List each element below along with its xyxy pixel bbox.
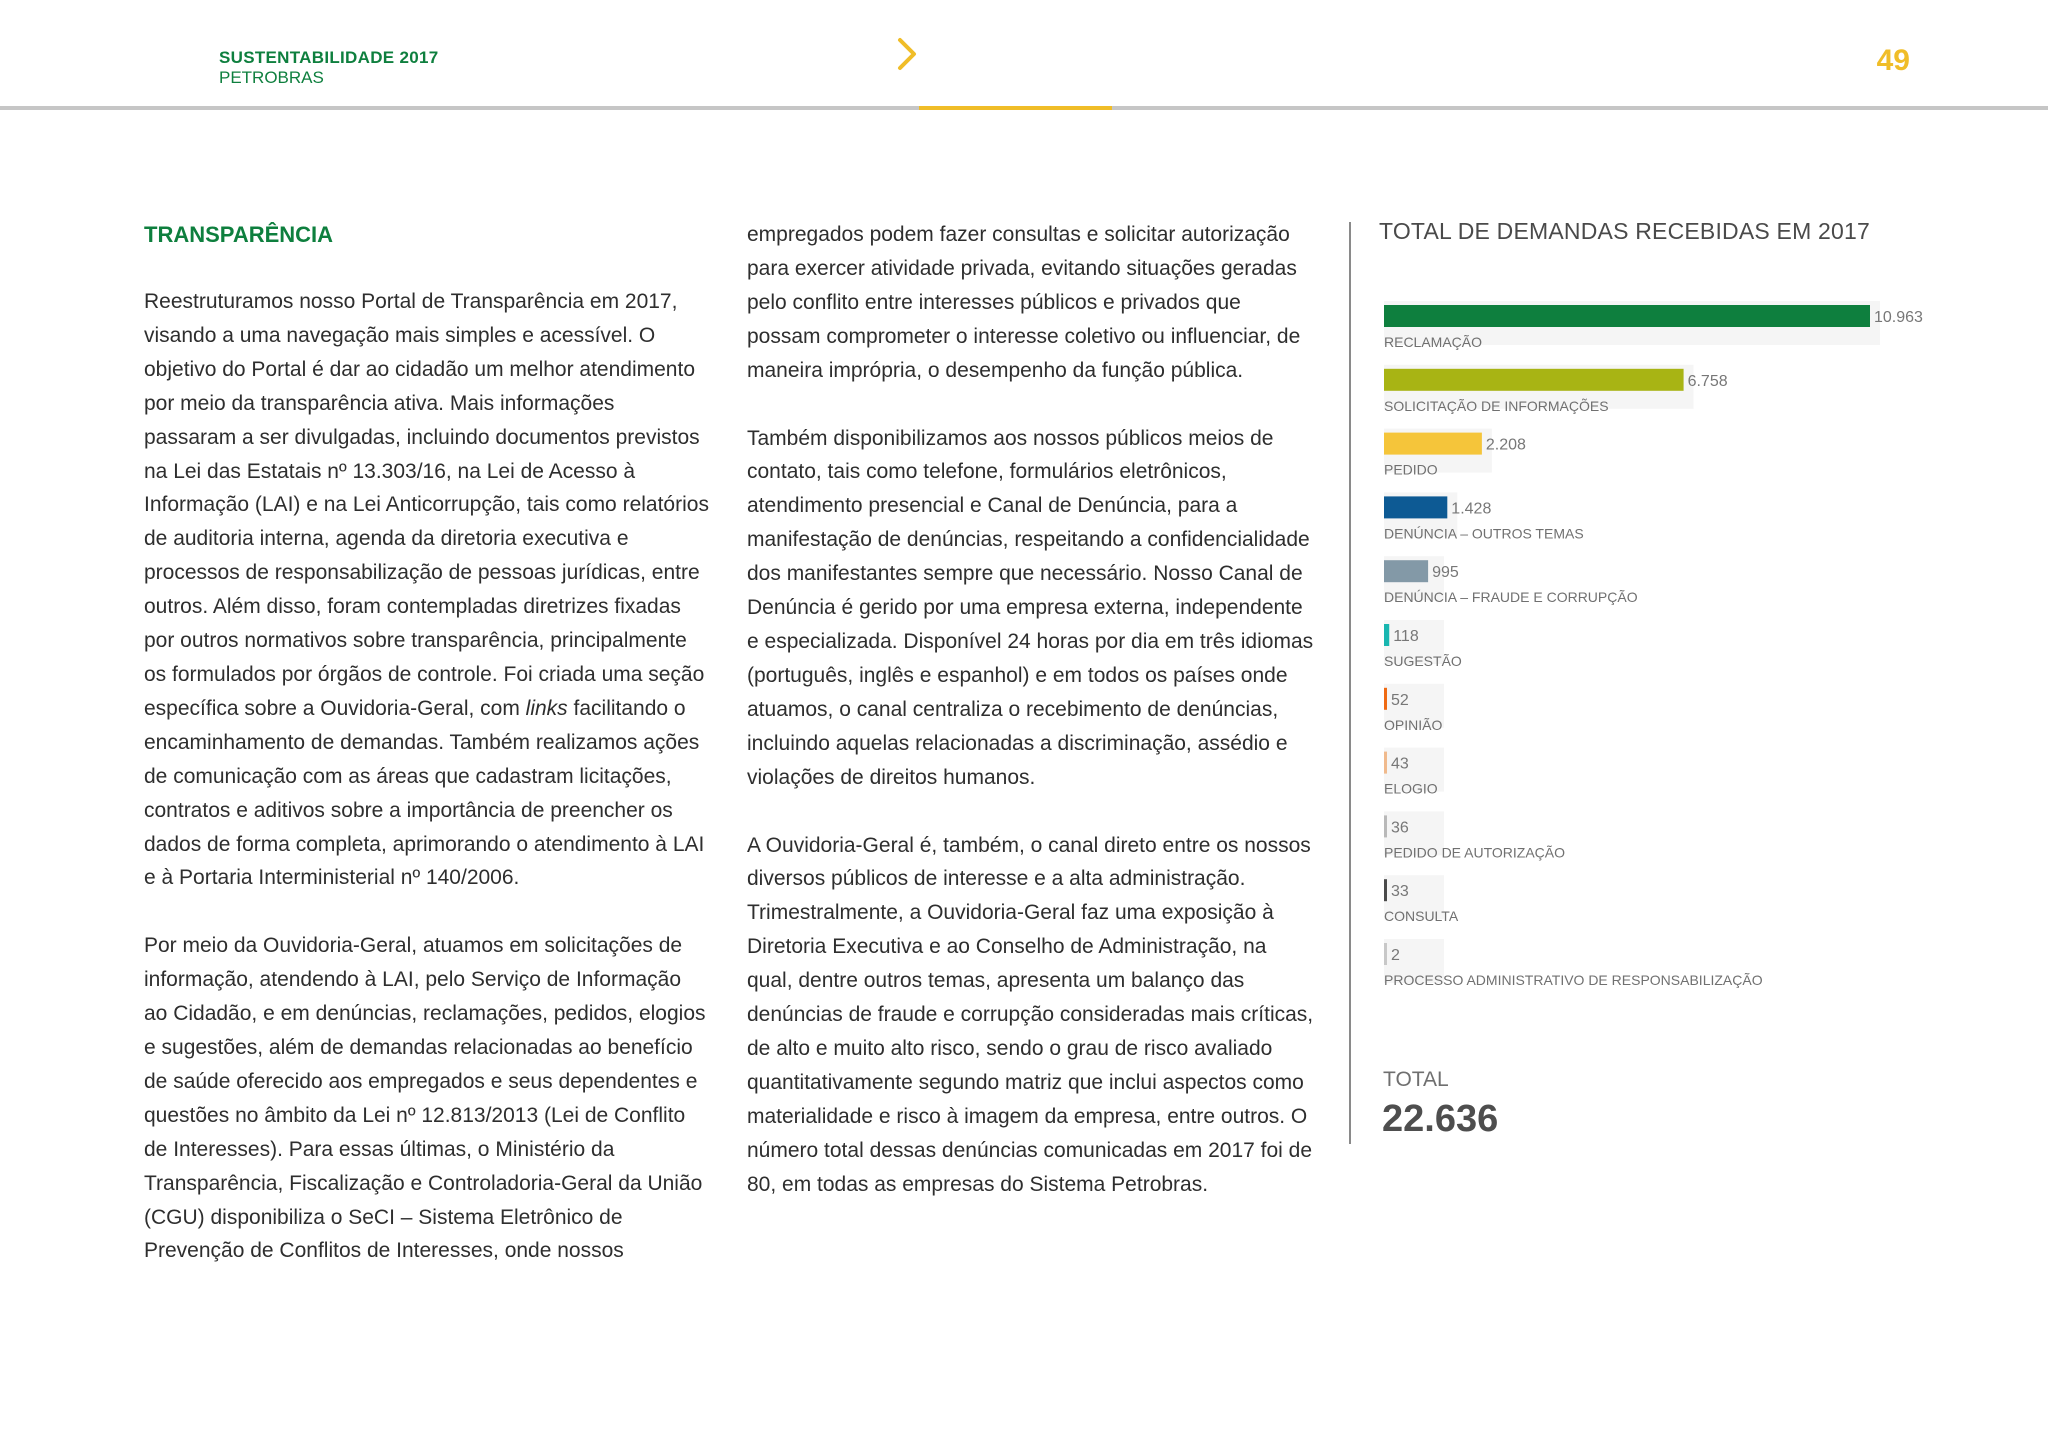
links-emphasis: links xyxy=(525,696,568,720)
category-label: SUGESTÃO xyxy=(1384,653,1462,669)
bar-value-label: 43 xyxy=(1391,755,1409,773)
bar xyxy=(1384,369,1684,391)
publication-brand xyxy=(219,48,438,88)
category-label: CONSULTA xyxy=(1384,908,1459,925)
chart-title: TOTAL DE DEMANDAS RECEBIDAS EM 2017 xyxy=(1379,218,1870,244)
total-value: 22.636 xyxy=(1382,1098,1499,1140)
page-number: 49 xyxy=(1876,44,1910,77)
section-title: TRANSPARÊNCIA xyxy=(144,222,334,247)
paragraph-ouvidoria: Por meio da Ouvidoria-Geral, atuamos em solicitações de informação, atendendo à LAI, pelo Serviço de Informação ao Cidadão, e em denúncias, reclamações, pedidos, elogios e sugestões, além de demandas relacionadas ao benefício de saúde oferecido aos empregados e seus dependentes e questões no âmbito da Lei nº 12.813/2013 (Lei de Conflito de Interesses). Para essas últimas, o Ministério da Transparência, Fiscalização e Controladoria-Geral da União (CGU) disponibiliza o SeCI – Sistema Eletrônico de Prevenção de Conflitos de Interesses, onde nossos xyxy=(144,934,706,1263)
bar xyxy=(1384,879,1387,901)
article-column-middle xyxy=(747,218,1315,1235)
bar-value-label: 36 xyxy=(1391,819,1409,837)
bar-value-label: 118 xyxy=(1393,628,1419,645)
paragraph-portal: Reestruturamos nosso Portal de Transparência em 2017, visando a uma navegação mais simples e acessível. O objetivo do Portal é dar ao cidadão um melhor atendimento por meio da transparência ativa. Mais informações passaram a ser divulgadas, incluindo documentos previstos na Lei das Estatais nº 13.303/16, na Lei de Acesso à Informação (LAI) e na Lei Anticorrupção, tais como relatórios de auditoria interna, agenda da diretoria executiva e processos de responsabilização de pessoas jurídicas, entre outros. Além disso, foram contempladas diretrizes fixadas por outros normativos sobre transparência, principalmente os formulados por órgãos de controle. Foi criada uma seção específica sobre a Ouvidoria-Geral, com links facilitando o encaminhamento de demandas. Também realizamos ações de comunicação com as áreas que cadastram licitações, contratos e aditivos sobre a importância de preencher os dados de forma completa, aprimorando o atendimento à LAI e à Portaria Interministerial nº 140/2006. xyxy=(144,290,709,890)
bar xyxy=(1384,433,1482,455)
category-label: ELOGIO xyxy=(1384,780,1438,797)
category-label: PEDIDO xyxy=(1384,461,1438,478)
category-label: OPINIÃO xyxy=(1384,716,1443,733)
demands-bar-chart xyxy=(1370,285,1930,1005)
category-label: RECLAMAÇÃO xyxy=(1384,334,1483,350)
bar-value-label: 52 xyxy=(1391,691,1409,709)
bar-value-label: 2 xyxy=(1391,947,1400,964)
page-header xyxy=(0,0,2048,112)
bar xyxy=(1384,624,1389,646)
bar-value-label: 2.208 xyxy=(1485,436,1526,454)
publication-subtitle: PETROBRAS xyxy=(219,68,324,87)
bar xyxy=(1384,560,1428,582)
bar xyxy=(1384,496,1447,518)
publication-title: SUSTENTABILIDADE 2017 xyxy=(219,48,439,67)
bar xyxy=(1384,688,1387,710)
article-column-left xyxy=(144,218,709,1302)
header-accent-bar xyxy=(919,106,1112,110)
total-label: TOTAL xyxy=(1383,1068,1449,1091)
category-label: DENÚNCIA – OUTROS TEMAS xyxy=(1384,525,1584,542)
chevron-right-icon[interactable] xyxy=(895,34,921,74)
paragraph-canal-denuncia: Também disponibilizamos aos nossos públicos meios de contato, tais como telefone, formulários eletrônicos, atendimento presencial e Canal de Denúncia, para a manifestação de denúncias, respeitando a confidencialidade dos manifestantes sempre que necessário. Nosso Canal de Denúncia é gerido por uma empresa externa, independente e especializada. Disponível 24 horas por dia em três idiomas (português, inglês e espanhol) e em todos os países onde atuamos, o canal centraliza o recebimento de denúncias, incluindo aquelas relacionadas a discriminação, assédio e violações de direitos humanos. xyxy=(747,426,1314,789)
bar xyxy=(1384,815,1387,837)
paragraph-ouvidoria-alta-administracao: A Ouvidoria-Geral é, também, o canal direto entre os nossos diversos públicos de interesse e a alta administração. Trimestralmente, a Ouvidoria-Geral faz uma exposição à Diretoria Executiva e ao Conselho de Administração, na qual, dentre outros temas, apresenta um balanço das denúncias de fraude e corrupção consideradas mais críticas, de alto e muito alto risco, sendo o grau de risco avaliado quantitativamente segundo matriz que inclui aspectos como materialidade e risco à imagem da empresa, entre outros. O número total dessas denúncias comunicadas em 2017 foi de 80, em todas as empresas do Sistema Petrobras. xyxy=(747,833,1314,1196)
bar-value-label: 10.963 xyxy=(1874,309,1923,326)
bar-value-label: 33 xyxy=(1391,883,1409,901)
bar-value-label: 995 xyxy=(1432,564,1459,582)
bar xyxy=(1384,752,1387,774)
bar xyxy=(1384,943,1387,965)
category-label: DENÚNCIA – FRAUDE E CORRUPÇÃO xyxy=(1384,589,1638,606)
chart-divider xyxy=(1349,222,1351,1144)
category-label: SOLICITAÇÃO DE INFORMAÇÕES xyxy=(1384,397,1609,414)
bar xyxy=(1384,305,1870,327)
bar-value-label: 1.428 xyxy=(1451,500,1492,518)
category-label: PEDIDO DE AUTORIZAÇÃO xyxy=(1384,844,1565,861)
paragraph-seci: empregados podem fazer consultas e solicitar autorização para exercer atividade privada, evitando situações geradas pelo conflito entre interesses públicos e privados que possam comprometer o interesse coletivo ou influenciar, de maneira imprópria, o desempenho da função pública. xyxy=(747,223,1301,382)
bar-value-label: 6.758 xyxy=(1687,372,1728,390)
category-label: PROCESSO ADMINISTRATIVO DE RESPONSABILIZAÇÃO xyxy=(1384,972,1763,988)
